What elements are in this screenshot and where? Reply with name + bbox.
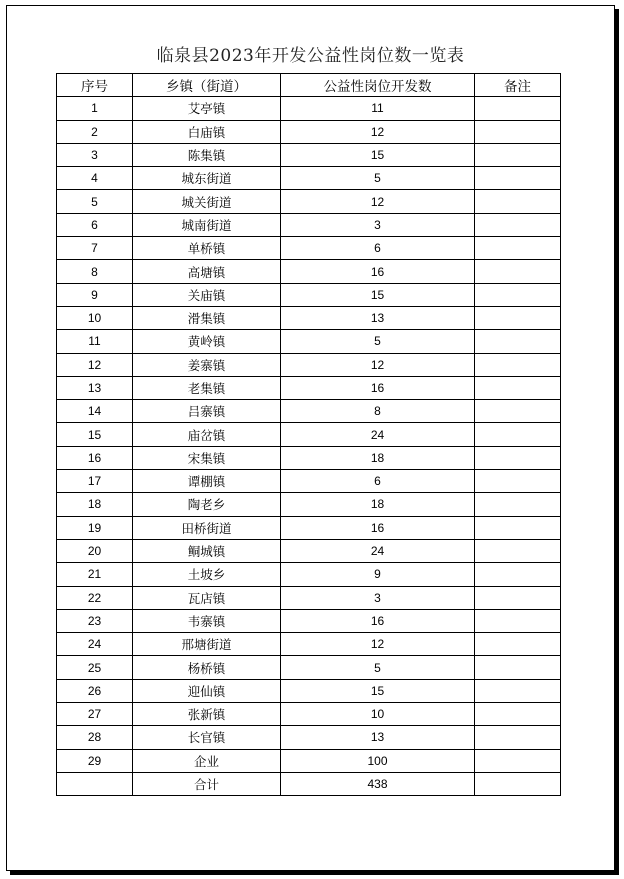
cell-serial-number: 7: [57, 237, 133, 260]
table-row: [57, 563, 561, 586]
cell-position-count: 6: [281, 237, 475, 260]
cell-position-count: 3: [281, 213, 475, 236]
cell-town: 邢塘街道: [133, 633, 281, 656]
cell-position-count: 16: [281, 516, 475, 539]
table-row: [57, 190, 561, 213]
cell-position-count: 10: [281, 703, 475, 726]
header-position-count: 公益性岗位开发数: [281, 74, 475, 97]
cell-position-count: 18: [281, 493, 475, 516]
cell-town: 艾亭镇: [133, 97, 281, 120]
table-row: [57, 97, 561, 120]
cell-town: 长官镇: [133, 726, 281, 749]
cell-town: 单桥镇: [133, 237, 281, 260]
cell-serial-number: 9: [57, 283, 133, 306]
table-row: [57, 120, 561, 143]
cell-remarks: [475, 609, 561, 632]
cell-serial-number: 6: [57, 213, 133, 236]
cell-position-count: 24: [281, 539, 475, 562]
cell-remarks: [475, 539, 561, 562]
cell-town: 庙岔镇: [133, 423, 281, 446]
table-row: [57, 749, 561, 772]
table-row: [57, 679, 561, 702]
cell-serial-number: 27: [57, 703, 133, 726]
cell-serial-number: 3: [57, 143, 133, 166]
cell-serial-number: 10: [57, 306, 133, 329]
cell-remarks: [475, 470, 561, 493]
cell-town: 白庙镇: [133, 120, 281, 143]
cell-town: 韦寨镇: [133, 609, 281, 632]
cell-position-count: 15: [281, 143, 475, 166]
total-cell-town: 合计: [133, 772, 281, 795]
cell-remarks: [475, 446, 561, 469]
cell-town: 高塘镇: [133, 260, 281, 283]
cell-position-count: 12: [281, 633, 475, 656]
cell-serial-number: 22: [57, 586, 133, 609]
cell-town: 土坡乡: [133, 563, 281, 586]
cell-town: 关庙镇: [133, 283, 281, 306]
cell-remarks: [475, 260, 561, 283]
cell-remarks: [475, 400, 561, 423]
cell-position-count: 13: [281, 306, 475, 329]
cell-town: 迎仙镇: [133, 679, 281, 702]
table-body: [57, 97, 561, 796]
cell-position-count: 5: [281, 330, 475, 353]
table-row: [57, 167, 561, 190]
table-row: [57, 703, 561, 726]
cell-remarks: [475, 190, 561, 213]
cell-position-count: 16: [281, 376, 475, 399]
cell-serial-number: 19: [57, 516, 133, 539]
total-cell-remarks: [475, 772, 561, 795]
table-row: [57, 446, 561, 469]
cell-remarks: [475, 376, 561, 399]
cell-serial-number: 16: [57, 446, 133, 469]
cell-serial-number: 20: [57, 539, 133, 562]
cell-position-count: 16: [281, 260, 475, 283]
cell-remarks: [475, 306, 561, 329]
cell-serial-number: 1: [57, 97, 133, 120]
cell-serial-number: 29: [57, 749, 133, 772]
table-row: [57, 633, 561, 656]
table-total-row: [57, 772, 561, 795]
cell-serial-number: 26: [57, 679, 133, 702]
cell-position-count: 8: [281, 400, 475, 423]
cell-remarks: [475, 167, 561, 190]
cell-remarks: [475, 726, 561, 749]
cell-serial-number: 25: [57, 656, 133, 679]
cell-position-count: 6: [281, 470, 475, 493]
table-row: [57, 260, 561, 283]
cell-serial-number: 23: [57, 609, 133, 632]
cell-serial-number: 18: [57, 493, 133, 516]
cell-town: 城关街道: [133, 190, 281, 213]
cell-position-count: 5: [281, 167, 475, 190]
cell-serial-number: 24: [57, 633, 133, 656]
cell-town: 田桥街道: [133, 516, 281, 539]
cell-town: 杨桥镇: [133, 656, 281, 679]
cell-serial-number: 17: [57, 470, 133, 493]
table-row: [57, 656, 561, 679]
cell-town: 陈集镇: [133, 143, 281, 166]
cell-serial-number: 13: [57, 376, 133, 399]
cell-town: 滑集镇: [133, 306, 281, 329]
cell-town: 鲖城镇: [133, 539, 281, 562]
header-serial-number: 序号: [57, 74, 133, 97]
cell-remarks: [475, 330, 561, 353]
table-row: [57, 609, 561, 632]
table-row: [57, 376, 561, 399]
table-row: [57, 423, 561, 446]
table-row: [57, 586, 561, 609]
cell-remarks: [475, 493, 561, 516]
cell-serial-number: 2: [57, 120, 133, 143]
cell-position-count: 12: [281, 190, 475, 213]
cell-town: 黄岭镇: [133, 330, 281, 353]
total-cell-position-count: 438: [281, 772, 475, 795]
header-remarks: 备注: [475, 74, 561, 97]
cell-remarks: [475, 516, 561, 539]
cell-position-count: 9: [281, 563, 475, 586]
cell-position-count: 15: [281, 679, 475, 702]
table-row: [57, 143, 561, 166]
cell-town: 城南街道: [133, 213, 281, 236]
cell-town: 张新镇: [133, 703, 281, 726]
document-page: [6, 5, 615, 871]
cell-town: 姜寨镇: [133, 353, 281, 376]
cell-remarks: [475, 353, 561, 376]
table-row: [57, 330, 561, 353]
table-header-row: [57, 74, 561, 97]
table-row: [57, 306, 561, 329]
cell-remarks: [475, 586, 561, 609]
cell-remarks: [475, 703, 561, 726]
cell-position-count: 3: [281, 586, 475, 609]
cell-remarks: [475, 213, 561, 236]
cell-position-count: 24: [281, 423, 475, 446]
cell-remarks: [475, 656, 561, 679]
header-town: 乡镇（街道）: [133, 74, 281, 97]
cell-position-count: 15: [281, 283, 475, 306]
cell-serial-number: 5: [57, 190, 133, 213]
cell-serial-number: 28: [57, 726, 133, 749]
cell-remarks: [475, 749, 561, 772]
cell-remarks: [475, 143, 561, 166]
cell-position-count: 5: [281, 656, 475, 679]
cell-town: 城东街道: [133, 167, 281, 190]
cell-position-count: 18: [281, 446, 475, 469]
cell-serial-number: 15: [57, 423, 133, 446]
cell-remarks: [475, 679, 561, 702]
cell-town: 陶老乡: [133, 493, 281, 516]
cell-position-count: 16: [281, 609, 475, 632]
cell-serial-number: 12: [57, 353, 133, 376]
positions-table: [56, 73, 561, 796]
cell-position-count: 100: [281, 749, 475, 772]
cell-remarks: [475, 97, 561, 120]
cell-serial-number: 8: [57, 260, 133, 283]
total-cell-serial-number: [57, 772, 133, 795]
cell-town: 老集镇: [133, 376, 281, 399]
cell-position-count: 11: [281, 97, 475, 120]
cell-town: 吕寨镇: [133, 400, 281, 423]
cell-serial-number: 14: [57, 400, 133, 423]
page-title: 临泉县2023年开发公益性岗位数一览表: [156, 46, 465, 66]
cell-remarks: [475, 423, 561, 446]
cell-town: 谭棚镇: [133, 470, 281, 493]
cell-remarks: [475, 120, 561, 143]
cell-town: 宋集镇: [133, 446, 281, 469]
cell-town: 企业: [133, 749, 281, 772]
cell-remarks: [475, 237, 561, 260]
cell-position-count: 12: [281, 120, 475, 143]
table-row: [57, 213, 561, 236]
table-row: [57, 493, 561, 516]
cell-remarks: [475, 283, 561, 306]
table-row: [57, 400, 561, 423]
cell-serial-number: 4: [57, 167, 133, 190]
table-row: [57, 283, 561, 306]
cell-serial-number: 11: [57, 330, 133, 353]
cell-position-count: 12: [281, 353, 475, 376]
table-row: [57, 237, 561, 260]
table-row: [57, 726, 561, 749]
cell-serial-number: 21: [57, 563, 133, 586]
table-row: [57, 353, 561, 376]
cell-position-count: 13: [281, 726, 475, 749]
cell-remarks: [475, 633, 561, 656]
cell-town: 瓦店镇: [133, 586, 281, 609]
table-row: [57, 539, 561, 562]
cell-remarks: [475, 563, 561, 586]
table-row: [57, 516, 561, 539]
table-row: [57, 470, 561, 493]
